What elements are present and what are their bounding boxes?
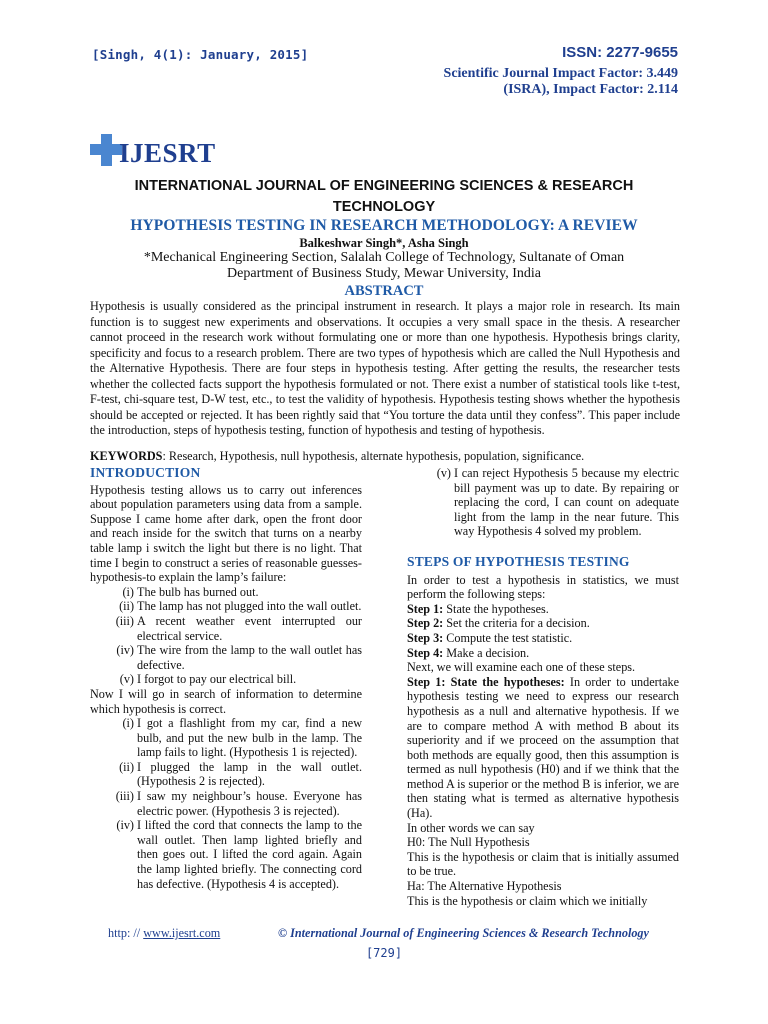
- null-hypothesis-desc: This is the hypothesis or claim that is initially assumed to be true.: [407, 849, 679, 879]
- intro-paragraph-1: Hypothesis testing allows us to carry out inferences about population parameters using data from a sample. Suppose I came home after dark, open the front door and reach inside for the switch that turns on a nearby table lamp i switch the light but there is no light. That time I begin to construct a series of reasonable guesses-hypothesis-to explain the lamp’s failure:: [90, 482, 362, 585]
- step-4: Step 4: Make a decision.: [407, 645, 530, 660]
- list-item: (v) I can reject Hypothesis 5 because my electric bill payment was up to date. By repairing or replacing the cord, I can count on adequate light from the lamp in the near future. This way Hypothesis 4 solved my problem.: [436, 466, 679, 539]
- list-item: (ii) The lamp has not plugged into the wall outlet.: [119, 599, 362, 614]
- plus-icon: [90, 134, 122, 166]
- other-words-text: In other words we can say: [407, 820, 535, 835]
- keywords-label: KEYWORDS: [90, 449, 163, 463]
- right-column: [407, 466, 679, 908]
- abstract-heading: ABSTRACT: [344, 283, 424, 299]
- footer-link-prefix: http: //: [108, 926, 144, 940]
- impact-factor-isra: (ISRA), Impact Factor: 2.114: [503, 82, 678, 97]
- left-column: [90, 466, 362, 891]
- impact-factor-sjif: Scientific Journal Impact Factor: 3.449: [443, 66, 678, 81]
- hypothesis-list: [90, 585, 362, 687]
- test-list: [90, 716, 362, 891]
- journal-name-line-2: TECHNOLOGY: [332, 199, 436, 215]
- alt-hypothesis-desc: This is the hypothesis or claim which we initially: [407, 893, 648, 908]
- step-1: Step 1: State the hypotheses.: [407, 601, 549, 616]
- issn: ISSN: 2277-9655: [562, 44, 678, 61]
- website-link[interactable]: www.ijesrt.com: [143, 926, 221, 940]
- introduction-heading: INTRODUCTION: [90, 465, 201, 480]
- paper-title: HYPOTHESIS TESTING IN RESEARCH METHODOLOGY: A REVIEW: [130, 217, 638, 234]
- list-item: (iv) I lifted the cord that connects the lamp to the wall outlet. Then lamp lighted briefly and then goes out. I lifted the cord again. Again the lamp lighted briefly. The connecting cord has defective. (Hypothesis 4 is accepted).: [116, 818, 362, 891]
- affiliation-2: Department of Business Study, Mewar University, India: [227, 266, 541, 281]
- step-2: Step 2: Set the criteria for a decision.: [407, 616, 590, 631]
- list-item: (i) The bulb has burned out.: [122, 584, 259, 599]
- journal-name-line-1: INTERNATIONAL JOURNAL OF ENGINEERING SCIENCES & RESEARCH: [134, 178, 634, 194]
- footer-link-wrapper: [108, 926, 220, 941]
- keywords-text: : Research, Hypothesis, null hypothesis, alternate hypothesis, population, significance.: [162, 449, 585, 463]
- step-3: Step 3: Compute the test statistic.: [407, 630, 573, 645]
- list-item: (v) I forgot to pay our electrical bill.: [119, 672, 297, 687]
- logo-text: IJESRT: [119, 138, 216, 168]
- steps-heading: STEPS OF HYPOTHESIS TESTING: [407, 553, 630, 569]
- list-item: (ii) I plugged the lamp in the wall outlet. (Hypothesis 2 is rejected).: [119, 759, 362, 789]
- intro-paragraph-2: Now I will go in search of information to determine which hypothesis is correct.: [90, 686, 362, 716]
- list-item: (iv) The wire from the lamp to the wall outlet has defective.: [116, 643, 362, 672]
- steps-intro: In order to test a hypothesis in statistics, we must perform the following steps:: [407, 572, 679, 602]
- journal-name: [0, 176, 768, 218]
- footer-copyright: © International Journal of Engineering Sciences & Research Technology: [278, 926, 649, 940]
- list-item: (iii) A recent weather event interrupted our electrical service.: [115, 613, 362, 643]
- authors: Balkeshwar Singh*, Asha Singh: [299, 236, 469, 250]
- step-1-detail: Step 1: State the hypotheses: In order to undertake hypothesis testing we need to express our research hypothesis as a null and alternative hypothesis. If we are to compare method A with method B about its superiority and if we proceed on the assumption that both methods are equally good, then this assumption is termed as null hypothesis (H0) and if we think that the method A is superior or the method B is inferior, we are then stating what is termed as alternative hypothesis (Ha).: [407, 674, 679, 821]
- alt-hypothesis-label: Ha: The Alternative Hypothesis: [407, 879, 562, 894]
- keywords: [90, 449, 690, 464]
- null-hypothesis-label: H0: The Null Hypothesis: [407, 835, 530, 850]
- citation: [Singh, 4(1): January, 2015]: [92, 47, 309, 62]
- next-text: Next, we will examine each one of these steps.: [407, 660, 636, 675]
- affiliation-1: *Mechanical Engineering Section, Salalah College of Technology, Sultanate of Oman: [143, 250, 625, 265]
- abstract-text: Hypothesis is usually considered as the principal instrument in research. It plays a major role in research. Its main function is to suggest new experiments and observations. It occupies a very small space in the thesis. A researcher cannot proceed in the research work without formulating one or more than one hypothesis. Hypothesis brings clarity, specificity and focus to a research problem. There are two types of hypothesis which are called the Null Hypothesis and the Alternative Hypothesis. There are four steps in hypothesis testing. After getting the results, the researcher tests whether the collected facts support the hypothesis formulated or not. There exist a number of statistical tools like t-test, F-test, chi-square test, D-W test, etc., to test the validity of hypothesis. Hypothesis testing shows whether the hypothesis should be accepted or rejected. It has been rightly said that “You torture the data until they confess”. This paper include the introduction, steps of hypothesis testing, function of hypothesis and testing of hypothesis.: [90, 299, 680, 437]
- page-number: [729]: [365, 946, 403, 960]
- list-item: (i) I got a flashlight from my car, find a new bulb, and put the new bulb in the lamp. The lamp fails to light. (Hypothesis 1 is rejected).: [122, 716, 362, 760]
- list-item: (iii) I saw my neighbour’s house. Everyone has electric power. (Hypothesis 3 is rejected).: [115, 789, 362, 818]
